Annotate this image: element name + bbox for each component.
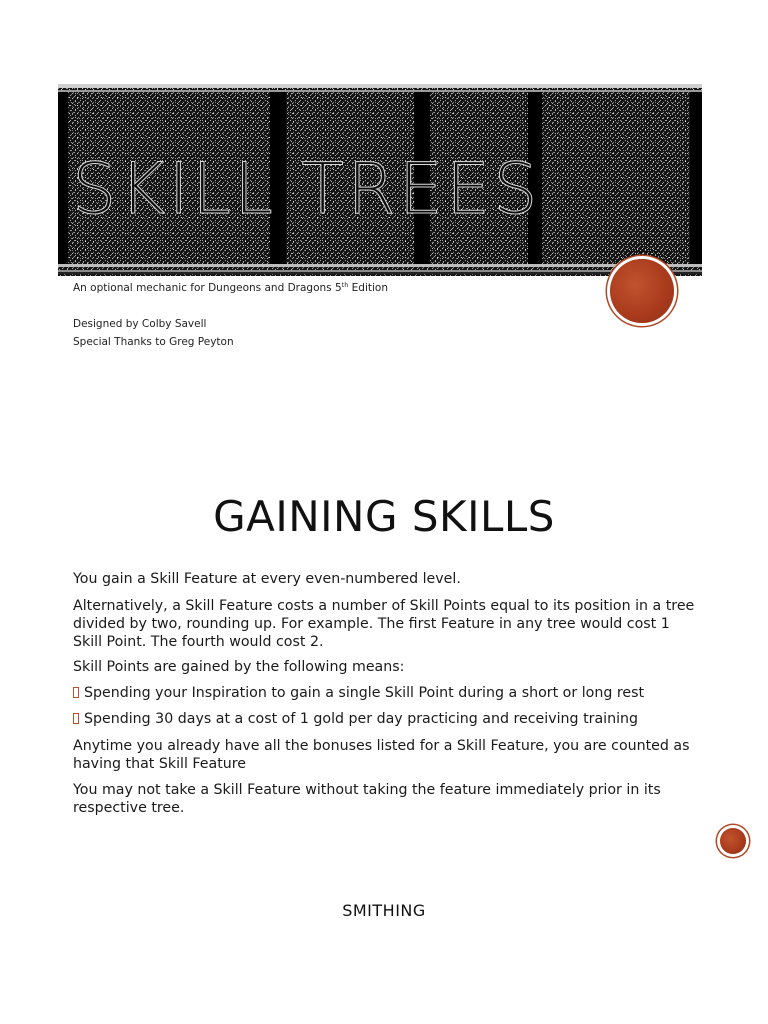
section-heading: SMITHING [342, 901, 426, 920]
title-slide [0, 0, 768, 400]
page-title: SKILL TREES [72, 148, 541, 230]
bottom-rule [58, 272, 702, 274]
bullet-icon [73, 687, 79, 698]
smithing-slide [0, 840, 768, 1024]
paragraph-2: Alternatively, a Skill Feature costs a number of Skill Points equal to its position in a tree divided by two, rounding up. For example. The first Feature in any tree would cost 1 Skill Point. The fourth would cost 2. [73, 598, 695, 650]
designer-credit: Designed by Colby Savell [73, 318, 207, 330]
gaining-skills-slide [0, 400, 768, 840]
paragraph-4: Anytime you already have all the bonuses listed for a Skill Feature, you are counted as having that Skill Feature [73, 738, 690, 772]
title-banner [58, 84, 702, 276]
paragraph-5: You may not take a Skill Feature without taking the feature immediately prior in its respective tree. [73, 782, 661, 816]
bullet-icon [73, 713, 79, 724]
subtitle: An optional mechanic for Dungeons and Dragons 5th Edition [73, 281, 388, 294]
paragraph-3: Skill Points are gained by the following means: [73, 659, 405, 675]
list-item: Spending 30 days at a cost of 1 gold per day practicing and receiving training [73, 710, 713, 728]
decorative-circle [610, 259, 674, 323]
section-heading: GAINING SKILLS [213, 492, 555, 541]
thanks-credit: Special Thanks to Greg Peyton [73, 336, 234, 348]
paragraph-1: You gain a Skill Feature at every even-numbered level. [73, 571, 461, 587]
list-item: Spending your Inspiration to gain a single Skill Point during a short or long rest [73, 684, 713, 702]
